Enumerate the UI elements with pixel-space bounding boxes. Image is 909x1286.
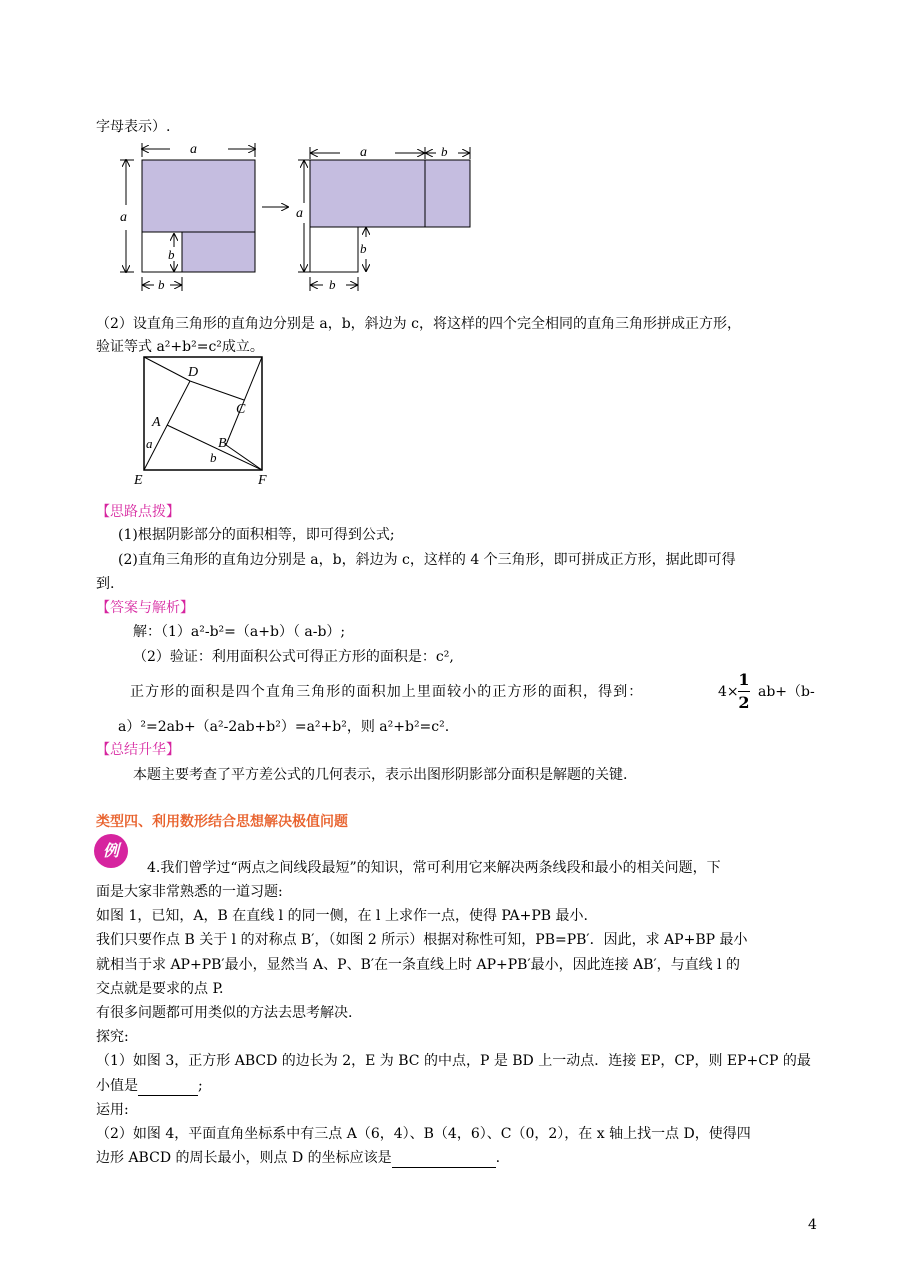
text-fragment: ; [198, 1078, 203, 1094]
svg-text:a: a [360, 145, 367, 160]
svg-text:b: b [441, 144, 448, 159]
text-line [96, 1077, 203, 1096]
fraction-numerator: 1 [738, 670, 750, 689]
svg-text:a: a [146, 436, 153, 451]
text-line: a）²=2ab+（a²-2ab+b²）=a²+b²，则 a²+b²=c². [118, 719, 450, 735]
svg-text:b: b [360, 241, 367, 256]
text-line: 就相当于求 AP+PB′最小，显然当 A、P、B′在一条直线上时 AP+PB′最小，因此连接 AB′，与直线 l 的 [96, 957, 741, 973]
answer-blank[interactable] [392, 1149, 496, 1168]
text-line: 交点就是要求的点 P. [96, 981, 224, 997]
svg-text:A: A [152, 415, 161, 430]
text-line: (2)直角三角形的直角边分别是 a，b，斜边为 c，这样的 4 个三角形，即可拼成正方形，据此即可得 [118, 552, 736, 568]
section-heading: 【答案与解析】 [96, 600, 194, 616]
text-fragment: 边形 ABCD 的周长最小，则点 D 的坐标应该是 [96, 1150, 392, 1166]
text-line: 解：（1）a²-b²=（a+b）（ a-b）; [133, 624, 346, 640]
text-line [96, 1149, 500, 1168]
fraction-bar [738, 691, 750, 692]
text-line: 探究: [96, 1029, 129, 1045]
page-number: 4 [808, 1217, 817, 1233]
svg-text:F: F [258, 473, 267, 488]
section-heading: 【总结升华】 [96, 742, 180, 758]
text-line: (1)根据阴影部分的面积相等，即可得到公式; [118, 527, 395, 543]
text-line: 正方形的面积是四个直角三角形的面积加上里面较小的正方形的面积，得到： [130, 684, 644, 700]
text-line: 如图 1，已知，A，B 在直线 l 的同一侧，在 l 上求作一点，使得 PA+PB 最小. [96, 908, 588, 924]
svg-text:a: a [190, 142, 197, 157]
difference-of-squares-figure [110, 135, 490, 300]
fraction-one-half [738, 671, 750, 712]
svg-text:a: a [296, 206, 303, 221]
text-line: 到. [96, 576, 115, 592]
svg-text:b: b [210, 450, 217, 465]
text-line: 面是大家非常熟悉的一道习题: [96, 884, 283, 900]
text-line: （2）设直角三角形的直角边分别是 a，b，斜边为 c，将这样的四个完全相同的直角三角形拼成正方形， [96, 316, 741, 332]
svg-text:C: C [236, 402, 246, 417]
fraction-denominator: 2 [738, 693, 750, 712]
pythagorean-square-figure [130, 352, 280, 490]
text-fragment: ab+（b- [758, 684, 815, 700]
svg-text:D: D [188, 365, 199, 380]
text-line: 4.我们曾学过“两点之间线段最短”的知识，常可利用它来解决两条线段和最小的相关问题，下 [147, 860, 721, 876]
text-line: 字母表示）. [96, 119, 171, 135]
text-line: 运用: [96, 1102, 129, 1118]
text-line: （1）如图 3，正方形 ABCD 的边长为 2，E 为 BC 的中点，P 是 BD 上一动点．连接 EP，CP，则 EP+CP 的最 [96, 1053, 811, 1069]
svg-text:b: b [168, 247, 175, 262]
text-line: （2）如图 4，平面直角坐标系中有三点 A（6，4）、B（4，6）、C（0，2），在 x 轴上找一点 D，使得四 [96, 1126, 751, 1142]
answer-blank[interactable] [138, 1077, 198, 1096]
text-line: 本题主要考查了平方差公式的几何表示，表示出图形阴影部分面积是解题的关键. [133, 767, 628, 783]
text-line: 我们只要作点 B 关于 l 的对称点 B′，（如图 2 所示）根据对称性可知，PB=PB′．因此，求 AP+BP 最小 [96, 932, 748, 948]
text-line: （2）验证：利用面积公式可得正方形的面积是：c², [133, 649, 454, 665]
type-heading: 类型四、利用数形结合思想解决极值问题 [96, 814, 348, 830]
text-fragment: . [495, 1150, 501, 1166]
svg-text:b: b [329, 277, 336, 292]
text-line: 有很多问题都可用类似的方法去思考解决. [96, 1005, 353, 1021]
example-badge-icon: 例 [94, 834, 128, 868]
text-line: 验证等式 a²+b²=c²成立。 [96, 339, 264, 355]
text-fragment: 4× [718, 684, 739, 700]
svg-text:E: E [134, 473, 143, 488]
svg-text:a: a [120, 210, 127, 225]
section-heading: 【思路点拨】 [96, 504, 180, 520]
svg-text:B: B [218, 436, 227, 451]
svg-text:b: b [158, 277, 165, 292]
text-fragment: 小值是 [96, 1078, 138, 1094]
